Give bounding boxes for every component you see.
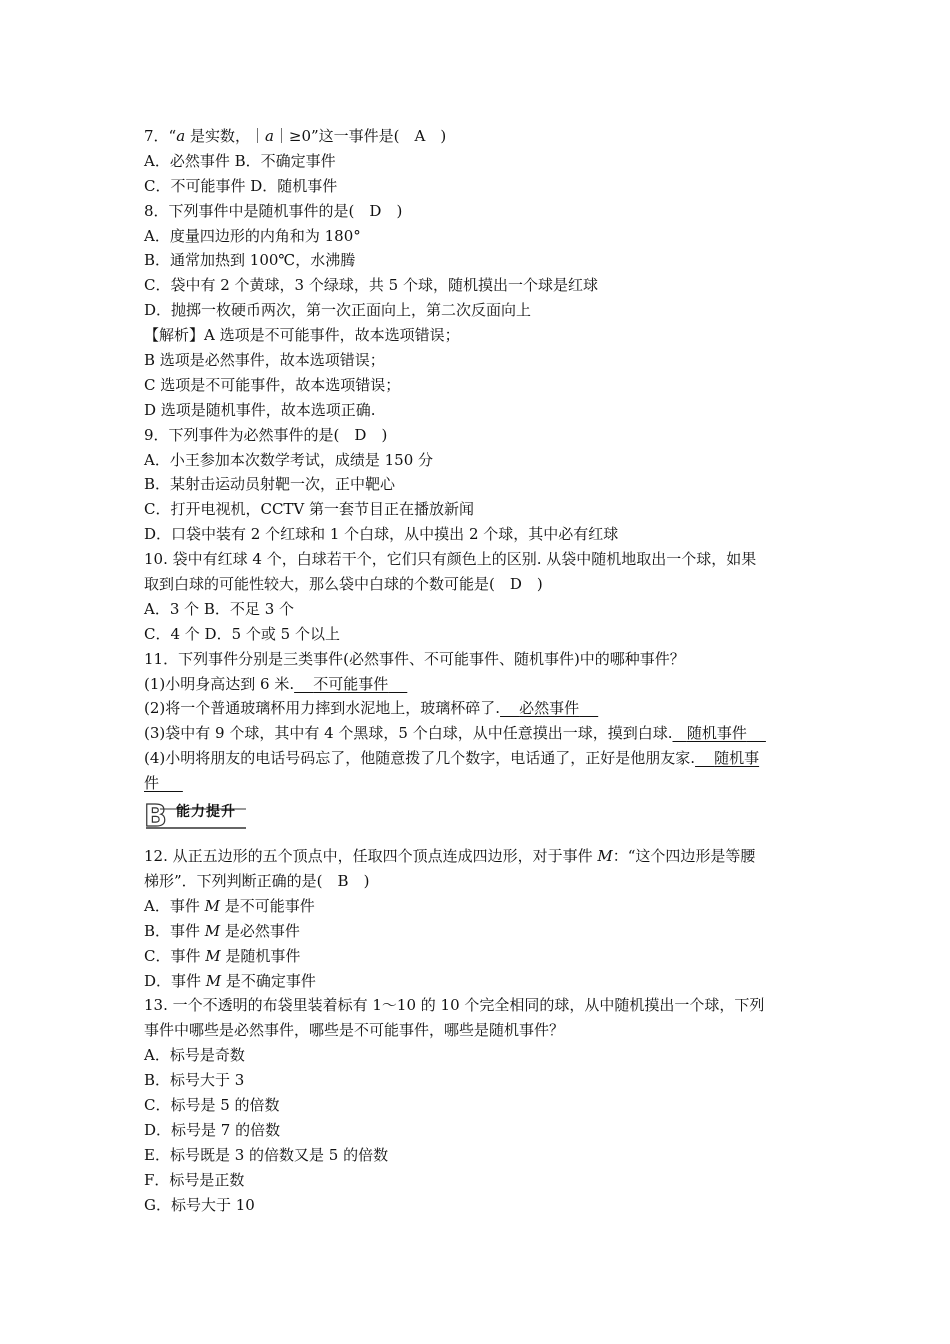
q13-stem-line1: 13. 一个不透明的布袋里装着标有 1～10 的 10 个完全相同的球，从中随机摸出一个球，下列 bbox=[144, 996, 765, 1015]
q13-option-g: G．标号大于 10 bbox=[144, 1195, 255, 1214]
q9-stem: 9．下列事件为必然事件的是( D ) bbox=[144, 425, 388, 444]
q13-option-a: A．标号是奇数 bbox=[144, 1046, 245, 1065]
q11-item-1-answer: 不可能事件 bbox=[313, 674, 389, 693]
q8-stem: 8．下列事件中是随机事件的是( D ) bbox=[144, 201, 403, 220]
q7-answer: A bbox=[414, 127, 426, 145]
q12-option-b: B．事件 M 是必然事件 bbox=[144, 921, 300, 940]
q11-item-4-cont: 件 bbox=[144, 774, 160, 793]
q8-option-b: B．通常加热到 100℃，水沸腾 bbox=[144, 251, 356, 270]
q12-stem-line2: 梯形”．下列判断正确的是( B ) bbox=[144, 871, 370, 890]
q13-option-c: C．标号是 5 的倍数 bbox=[144, 1095, 280, 1114]
q13-option-b: B．标号大于 3 bbox=[144, 1071, 245, 1090]
q11-item-2: (2)将一个普通玻璃杯用力摔到水泥地上，玻璃杯碎了. 必然事件 bbox=[144, 696, 814, 721]
worksheet-page bbox=[144, 124, 814, 1217]
q12-option-c: C．事件 M 是随机事件 bbox=[144, 946, 301, 965]
q13-option-e: E．标号既是 3 的倍数又是 5 的倍数 bbox=[144, 1145, 389, 1164]
q12-option-d: D．事件 M 是不确定事件 bbox=[144, 971, 316, 990]
q11-item-3-answer: 随机事件 bbox=[686, 724, 747, 743]
q11-item-4-answer: 随机事 bbox=[714, 749, 760, 768]
q11-item-1: (1)小明身高达到 6 米. 不可能事件 bbox=[144, 672, 814, 697]
q7-options-cd: C．不可能事件 D．随机事件 bbox=[144, 176, 338, 195]
q8-analysis-4: D 选项是随机事件，故本选项正确. bbox=[144, 400, 376, 419]
q9-option-c: C．打开电视机，CCTV 第一套节目正在播放新闻 bbox=[144, 500, 475, 519]
q8-option-c: C．袋中有 2 个黄球，3 个绿球，共 5 个球，随机摸出一个球是红球 bbox=[144, 276, 598, 295]
q8-analysis-3: C 选项是不可能事件，故本选项错误； bbox=[144, 375, 401, 394]
q9-option-d: D．口袋中装有 2 个红球和 1 个白球，从中摸出 2 个球，其中必有红球 bbox=[144, 525, 619, 544]
q10-answer: D bbox=[509, 575, 522, 594]
q13-option-f: F．标号是正数 bbox=[144, 1170, 245, 1189]
q9-option-a: A．小王参加本次数学考试，成绩是 150 分 bbox=[144, 450, 434, 469]
q8-option-d: D．抛掷一枚硬币两次，第一次正面向上，第二次反面向上 bbox=[144, 301, 532, 320]
q10-options-ab: A．3 个 B．不足 3 个 bbox=[144, 599, 295, 618]
section-b-header bbox=[144, 796, 814, 840]
q7-stem: 7．“a 是实数，｜a｜≥0”这一事件是( A ) bbox=[144, 127, 447, 145]
q9-answer: D bbox=[354, 425, 367, 444]
q8-analysis-1: 【解析】A 选项是不可能事件，故本选项错误； bbox=[144, 326, 460, 345]
q11-item-3: (3)袋中有 9 个球，其中有 4 个黑球，5 个白球，从中任意摸出一球，摸到白球. 随机事件 bbox=[144, 721, 814, 746]
q8-answer: D bbox=[369, 201, 382, 220]
q12-stem-line1: 12. 从正五边形的五个顶点中，任取四个顶点连成四边形，对于事件 M：“这个四边形是等腰 bbox=[144, 847, 756, 866]
q12-answer: B bbox=[337, 871, 349, 890]
q11-item-4: (4)小明将朋友的电话号码忘了，他随意拨了几个数字，电话通了，正好是他朋友家. 随机事 bbox=[144, 749, 760, 768]
q11-item-2-answer: 必然事件 bbox=[519, 699, 580, 718]
q11-stem: 11．下列事件分别是三类事件(必然事件、不可能事件、随机事件)中的哪种事件？ bbox=[144, 649, 685, 668]
q8-option-a: A．度量四边形的内角和为 180° bbox=[144, 226, 361, 245]
svg-text:B: B bbox=[144, 800, 167, 831]
q10-stem-line2: 取到白球的可能性较大，那么袋中白球的个数可能是( D ) bbox=[144, 575, 543, 594]
q7-options-ab: A．必然事件 B．不确定事件 bbox=[144, 151, 336, 170]
q13-stem-line2: 事件中哪些是必然事件，哪些是不可能事件，哪些是随机事件？ bbox=[144, 1021, 565, 1040]
q9-option-b: B．某射击运动员射靶一次，正中靶心 bbox=[144, 475, 396, 494]
q12-option-a: A．事件 M 是不可能事件 bbox=[144, 896, 315, 915]
q10-stem-line1: 10. 袋中有红球 4 个，白球若干个，它们只有颜色上的区别. 从袋中随机地取出一个球，如果 bbox=[144, 550, 757, 569]
section-b-title: 能力提升 bbox=[176, 804, 236, 821]
q8-analysis-2: B 选项是必然事件，故本选项错误； bbox=[144, 351, 385, 370]
q13-option-d: D．标号是 7 的倍数 bbox=[144, 1120, 281, 1139]
q10-options-cd: C．4 个 D．5 个或 5 个以上 bbox=[144, 624, 340, 643]
